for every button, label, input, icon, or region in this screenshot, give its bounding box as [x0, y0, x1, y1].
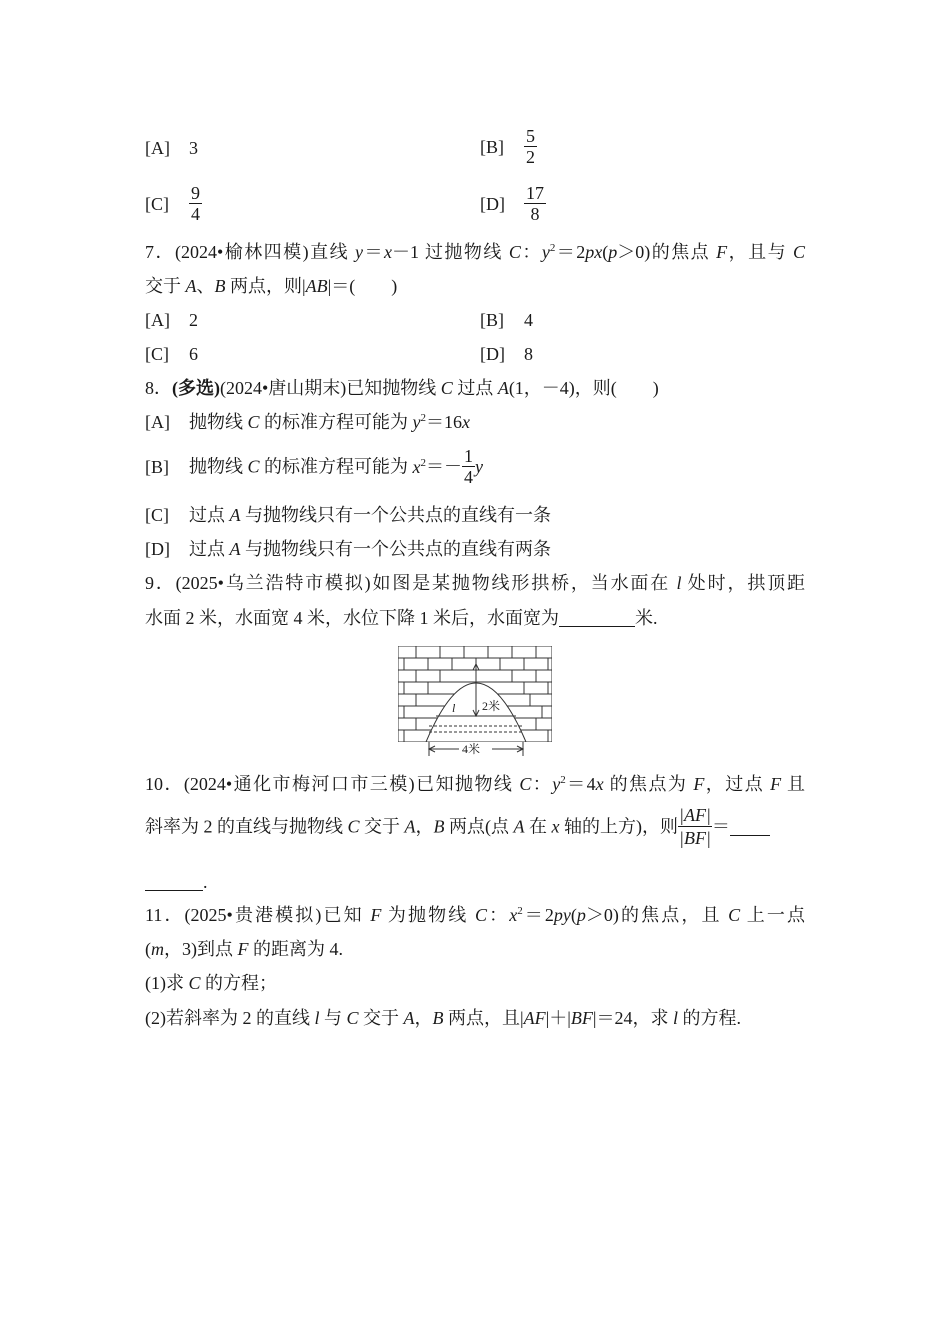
ratio-fraction: $\frac{|AF|}{|BF|}$ [679, 805, 711, 848]
q10-stem-line2: 斜率为 2 的直线与抛物线 C 交于 A，B 两点(点 A 在 x 轴的上方)，则 $\frac{|AF|}{|BF|}$ ＝ [145, 804, 770, 849]
fraction: $\frac{9}{4}$ [191, 183, 200, 224]
label-height: 2米 [482, 699, 501, 713]
q8-option-c: [C] 过点 A 与抛物线只有一个公共点的直线有一条 [145, 505, 551, 525]
q11-part2: (2)若斜率为 2 的直线 l 与 C 交于 A，B 两点，且|AF|＋|BF|＝24，求 l 的方程. [145, 1008, 741, 1028]
answer-blank[interactable] [730, 817, 770, 836]
brick-wall [398, 646, 552, 742]
q7-option-b: [B] 4 [480, 310, 533, 330]
q6-option-c: [C] $\frac{9}{4}$ [145, 183, 200, 224]
q11-stem-line2: (m，3)到点 F 的距离为 4. [145, 939, 343, 959]
label-l: l [452, 701, 456, 715]
q8-option-d: [D] 过点 A 与抛物线只有一个公共点的直线有两条 [145, 539, 551, 559]
arch-bridge-figure [396, 644, 554, 762]
q6-option-d: [D] $\frac{17}{8}$ [480, 183, 544, 224]
q11-part1: (1)求 C 的方程； [145, 973, 278, 993]
q6-option-a: [A] 3 [145, 138, 198, 158]
fraction: $\frac{1}{4}$ [464, 446, 474, 487]
q11-stem-line1: 11．(2025•贵港模拟)已知 F 为抛物线 C：$x^2=2py(p>0)$的焦点，且 C 上一点 [145, 905, 806, 925]
answer-blank[interactable] [559, 608, 635, 627]
q6-option-b: [B] $\frac{5}{2}$ [480, 126, 535, 167]
label-width: 4米 [462, 742, 481, 756]
q8-option-a: [A] 抛物线 C 的标准方程可能为 $y^2=16x$ [145, 412, 471, 432]
q7-option-a: [A] 2 [145, 310, 198, 330]
fraction: $\frac{17}{8}$ [526, 183, 544, 224]
answer-blank-cont[interactable] [145, 872, 203, 891]
q9-stem-line1: 9．(2025•乌兰浩特市模拟)如图是某抛物线形拱桥，当水面在 l 处时，拱顶距 [145, 573, 806, 593]
q8-option-b: [B] 抛物线 C 的标准方程可能为 $x^2=-$ $\frac{1}{4}$ y [145, 446, 484, 487]
q9-stem-line2: 水面 2 米，水面宽 4 米，水位下降 1 米后，水面宽为 米. [145, 608, 658, 628]
q7-option-d: [D] 8 [480, 344, 533, 364]
q10-blank-line: . [145, 870, 208, 894]
q7-stem-line2: 交于 A、B 两点，则|AB|＝( ) [145, 276, 398, 296]
q7-option-c: [C] 6 [145, 344, 198, 364]
q10-stem-line1: 10．(2024•通化市梅河口市三模)已知抛物线 C：$y^2=4x$ 的焦点为 F，过点 F 且 [145, 774, 806, 794]
fraction: $\frac{5}{2}$ [526, 126, 535, 167]
q7-stem-line1: 7．(2024•榆林四模)直线 y＝x－1 过抛物线 C：$y^2=2px(p>0)$的焦点 F，且与 C [145, 242, 806, 262]
q8-stem: 8．(多选)(2024•唐山期末)已知抛物线 C 过点 A(1，－4)，则( ) [145, 378, 659, 398]
